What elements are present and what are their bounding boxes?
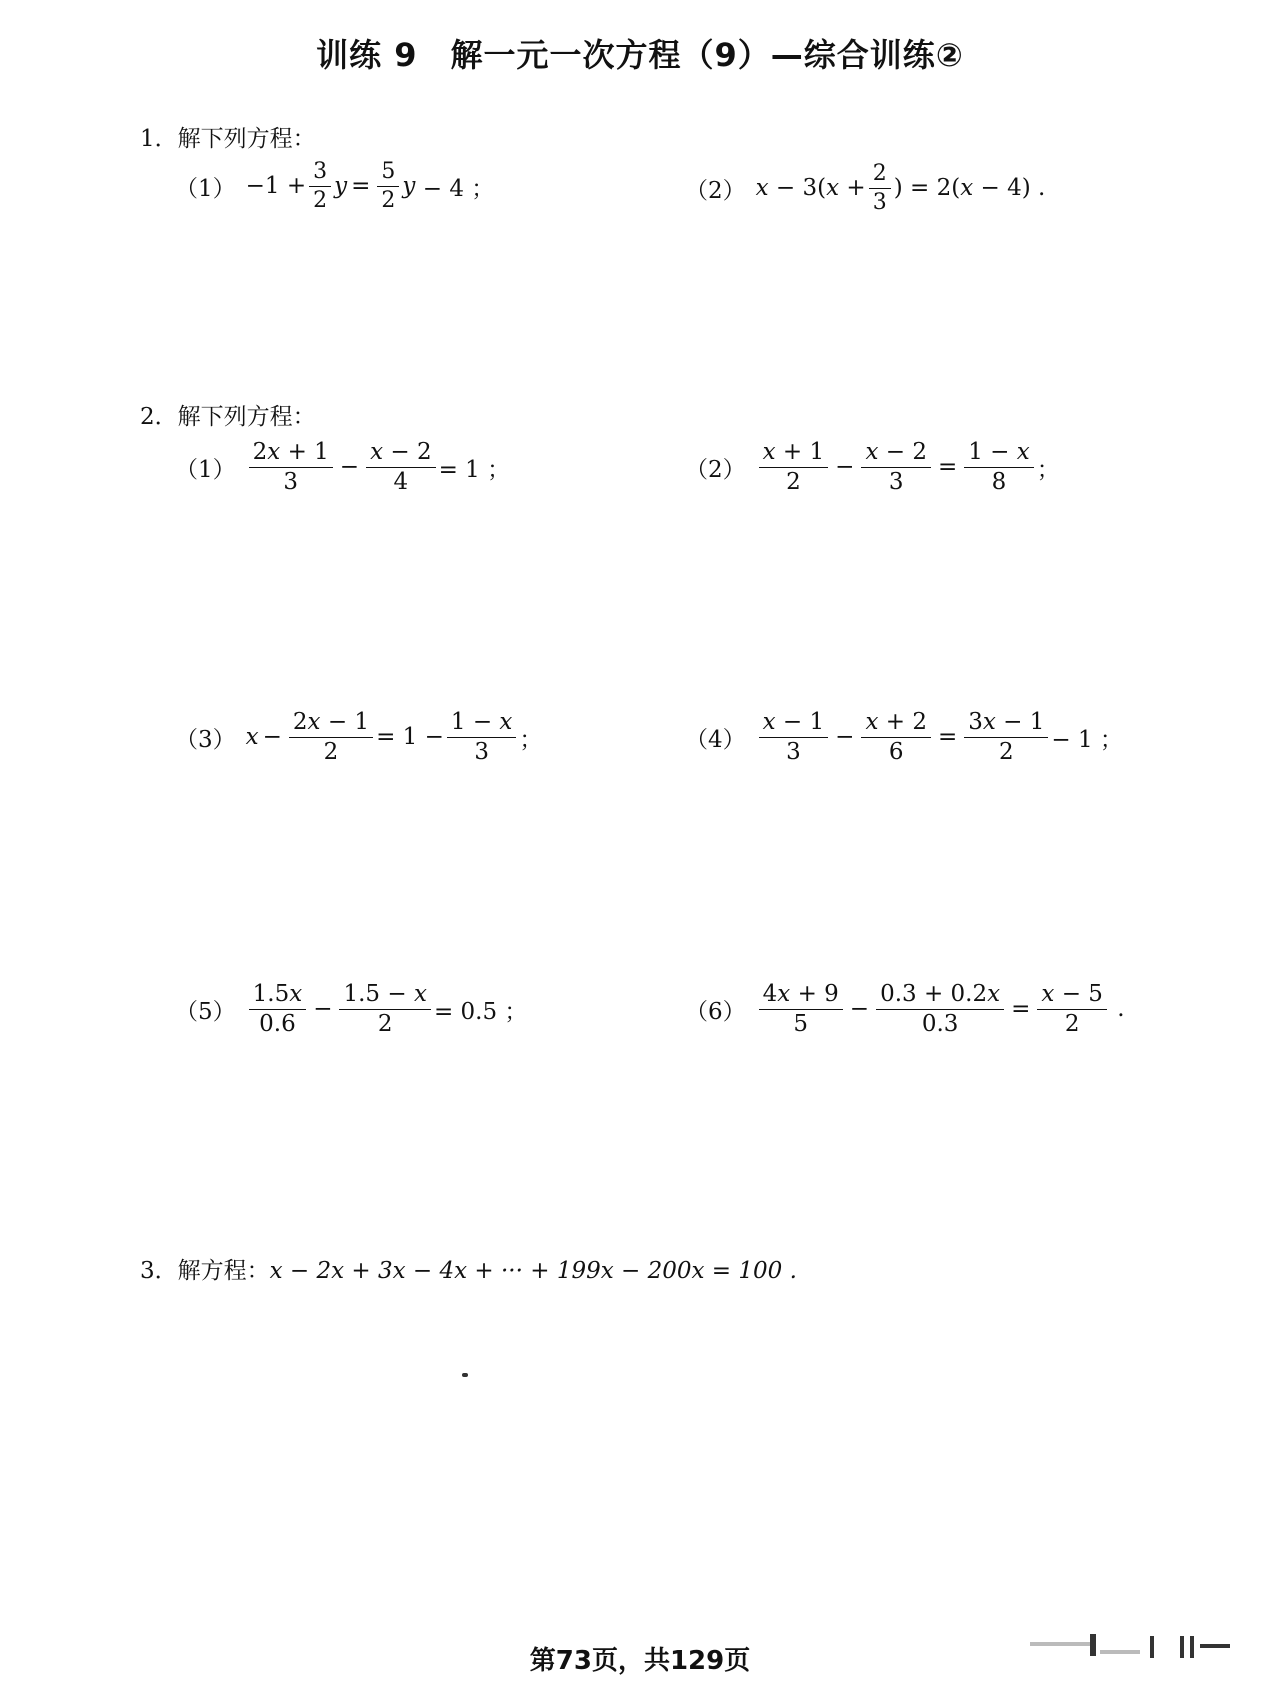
question-3-label: 3．解方程： bbox=[140, 1258, 270, 1284]
fraction: $\frac{3x - 1}{2}$ bbox=[964, 708, 1048, 767]
fraction: $\frac{5}{2}$ bbox=[377, 158, 399, 214]
q2-problem-6: （6） $\frac{4x + 9}{5}$ − $\frac{0.3 + 0.2x}{0.3}$ = $\frac{x - 5}{2}$ . bbox=[685, 981, 1125, 1037]
fraction: $\frac{1 - x}{8}$ bbox=[964, 438, 1034, 497]
page-footer: 第73页，共129页 bbox=[529, 1646, 751, 1676]
problem-number: （3） bbox=[175, 726, 236, 753]
fraction: $\frac{x - 2}{4}$ bbox=[366, 438, 436, 497]
q2-problem-4: （4） $\frac{x - 1}{3}$ − $\frac{x + 2}{6}$ = $\frac{3x - 1}{2}$ − 1 ； bbox=[685, 709, 1123, 765]
q1-problem-2: （2） x − 3( x + $\frac{2}{3}$ ) = 2( x − 4) . bbox=[685, 161, 1046, 215]
problem-number: （6） bbox=[685, 998, 746, 1025]
page-title: 训练 9 解一元一次方程（9）—综合训练② bbox=[316, 36, 964, 74]
problem-number: （4） bbox=[685, 726, 746, 753]
problem-number: （1） bbox=[175, 456, 236, 483]
fraction: $\frac{1.5 - x}{2}$ bbox=[339, 980, 430, 1039]
fraction: $\frac{1 - x}{3}$ bbox=[447, 708, 517, 767]
question-3-equation: x − 2x + 3x − 4x + ··· + 199x − 200x = 100 . bbox=[269, 1258, 797, 1284]
question-3 bbox=[140, 1252, 797, 1285]
scan-speck bbox=[462, 1373, 468, 1377]
q1-problem-1: （1） −1 + $\frac{3}{2}$ y = $\frac{5}{2}$ y − 4 ； bbox=[175, 159, 495, 213]
fraction: $\frac{x + 1}{2}$ bbox=[759, 438, 829, 497]
fraction: $\frac{2}{3}$ bbox=[869, 160, 891, 216]
q2-problem-5: （5） $\frac{1.5x}{0.6}$ − $\frac{1.5 - x}{2}$ = 0.5 ； bbox=[175, 981, 528, 1037]
fraction: $\frac{x - 1}{3}$ bbox=[759, 708, 829, 767]
fraction: $\frac{x - 2}{3}$ bbox=[861, 438, 931, 497]
q2-problem-1: （1） $\frac{2x + 1}{3}$ − $\frac{x - 2}{4}$ = 1 ； bbox=[175, 439, 511, 495]
problem-number: （5） bbox=[175, 998, 236, 1025]
scan-edge-marks-icon bbox=[1030, 1632, 1250, 1662]
fraction: $\frac{1.5x}{0.6}$ bbox=[249, 980, 307, 1039]
fraction: $\frac{3}{2}$ bbox=[309, 158, 331, 214]
fraction: $\frac{4x + 9}{5}$ bbox=[759, 980, 843, 1039]
problem-number: （1） bbox=[175, 175, 236, 202]
problem-number: （2） bbox=[685, 177, 746, 204]
fraction: $\frac{0.3 + 0.2x}{0.3}$ bbox=[876, 980, 1004, 1039]
fraction: $\frac{2x - 1}{2}$ bbox=[289, 708, 373, 767]
question-1-label: 1．解下列方程： bbox=[140, 126, 316, 152]
q2-problem-3: （3） x − $\frac{2x - 1}{2}$ = 1 − $\frac{1 - x}{3}$ ； bbox=[175, 709, 543, 765]
question-2-label: 2．解下列方程： bbox=[140, 404, 316, 430]
fraction: $\frac{x + 2}{6}$ bbox=[861, 708, 931, 767]
fraction: $\frac{2x + 1}{3}$ bbox=[249, 438, 333, 497]
problem-number: （2） bbox=[685, 456, 746, 483]
q2-problem-2: （2） $\frac{x + 1}{2}$ − $\frac{x - 2}{3}$ = $\frac{1 - x}{8}$ ； bbox=[685, 439, 1060, 495]
fraction: $\frac{x - 5}{2}$ bbox=[1037, 980, 1107, 1039]
